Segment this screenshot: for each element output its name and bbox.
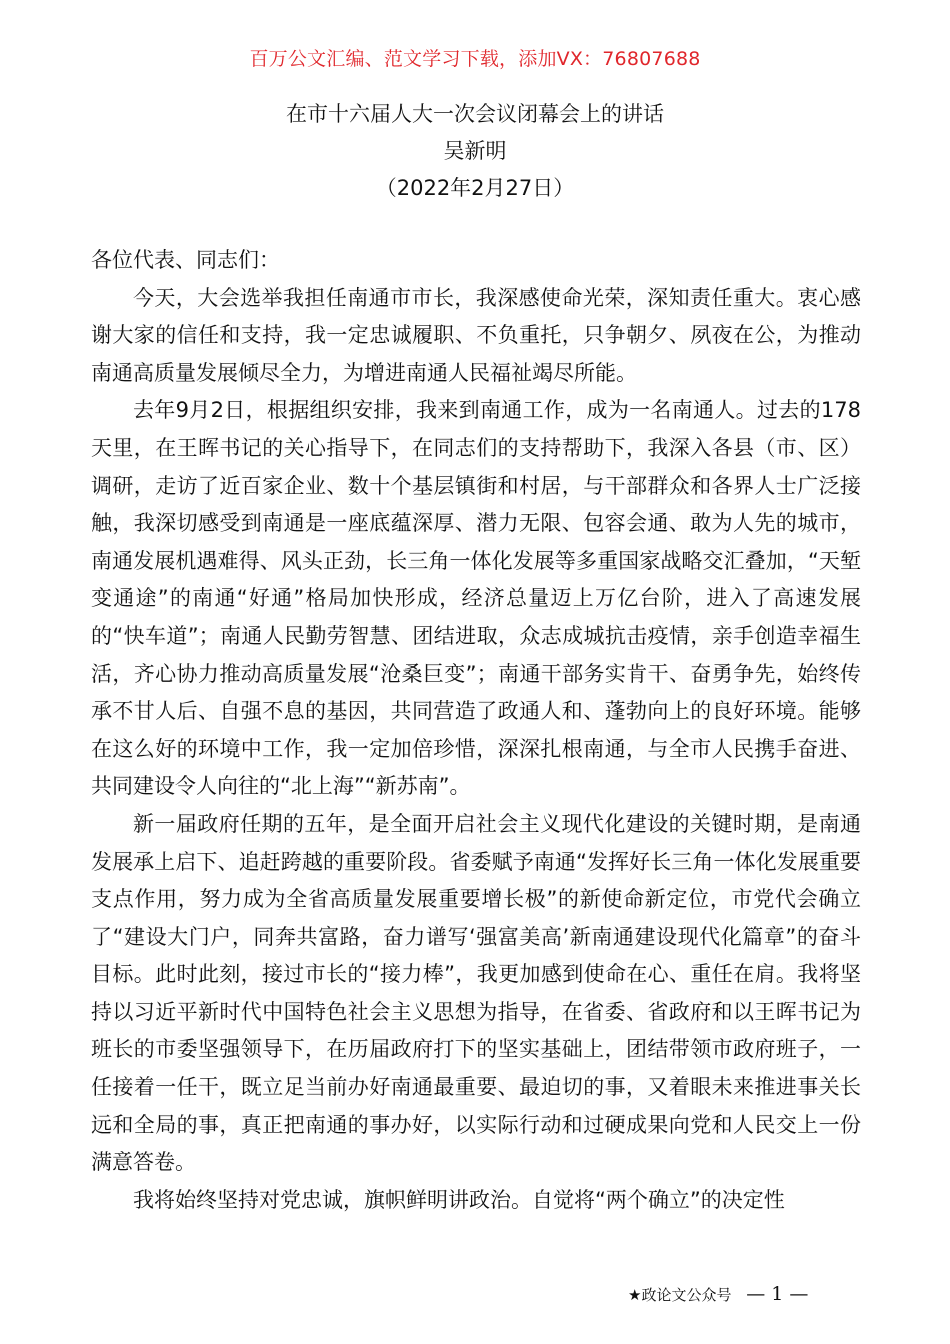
paragraph-3: 新一届政府任期的五年，是全面开启社会主义现代化建设的关键时期，是南通发展承上启下、追赶跨越的重要阶段。省委赋予南通“发挥好长三角一体化发展重要支点作用，努力成为全省高质量发展重要增长极”的新使命新定位，市党代会确立了“建设大门户，同奔共富路，奋力谱写‘强富美高’新南通建设现代化篇章”的奋斗目标。此时此刻，接过市长的“接力棒”，我更加感到使命在心、重任在肩。我将坚持以习近平新时代中国特色社会主义思想为指导，在省委、省政府和以王晖书记为班长的市委坚强领导下，在历届政府打下的坚实基础上，团结带领市政府班子，一任接着一任干，既立足当前办好南通最重要、最迫切的事，又着眼未来推进事关长远和全局的事，真正把南通的事办好，以实际行动和过硬成果向党和人民交上一份满意答卷。 [91, 811, 861, 1175]
page-footer [628, 1280, 808, 1309]
speaker-name: 吴新明 [443, 139, 507, 163]
document-header [0, 96, 950, 207]
speech-date: （2022年2月27日） [375, 176, 575, 200]
download-promo-banner: 百万公文汇编、范文学习下载，添加VX：76807688 [249, 48, 701, 70]
document-title: 在市十六届人大一次会议闭幕会上的讲话 [286, 102, 664, 126]
page-number: — 1 — [746, 1283, 809, 1305]
speech-body [91, 242, 861, 1219]
paragraph-4: 我将始终坚持对党忠诚，旗帜鲜明讲政治。自觉将“两个确立”的决定性 [133, 1187, 785, 1212]
paragraph-2: 去年9月2日，根据组织安排，我来到南通工作，成为一名南通人。过去的178天里，在王晖书记的关心指导下，在同志们的支持帮助下，我深入各县（市、区）调研，走访了近百家企业、数十个基层镇街和村居，与干部群众和各界人士广泛接触，我深切感受到南通是一座底蕴深厚、潜力无限、包容会通、敢为人先的城市，南通发展机遇难得、风头正劲，长三角一体化发展等多重国家战略交汇叠加，“天堑变通途”的南通“好通”格局加快形成，经济总量迈上万亿台阶，进入了高速发展的“快车道”；南通人民勤劳智慧、团结进取，众志成城抗击疫情，亲手创造幸福生活，齐心协力推动高质量发展“沧桑巨变”；南通干部务实肯干、奋勇争先，始终传承不甘人后、自强不息的基因，共同营造了政通人和、蓬勃向上的良好环境。能够在这么好的环境中工作，我一定加倍珍惜，深深扎根南通，与全市人民携手奋进、共同建设令人向往的“北上海”“新苏南”。 [91, 398, 861, 799]
salutation: 各位代表、同志们： [91, 248, 280, 272]
footer-source-label: ★政论文公众号 [628, 1286, 732, 1304]
paragraph-1: 今天，大会选举我担任南通市市长，我深感使命光荣，深知责任重大。衷心感谢大家的信任和支持，我一定忠诚履职、不负重托，只争朝夕、夙夜在公，为推动南通高质量发展倾尽全力，为增进南通人民福祉竭尽所能。 [91, 285, 861, 385]
